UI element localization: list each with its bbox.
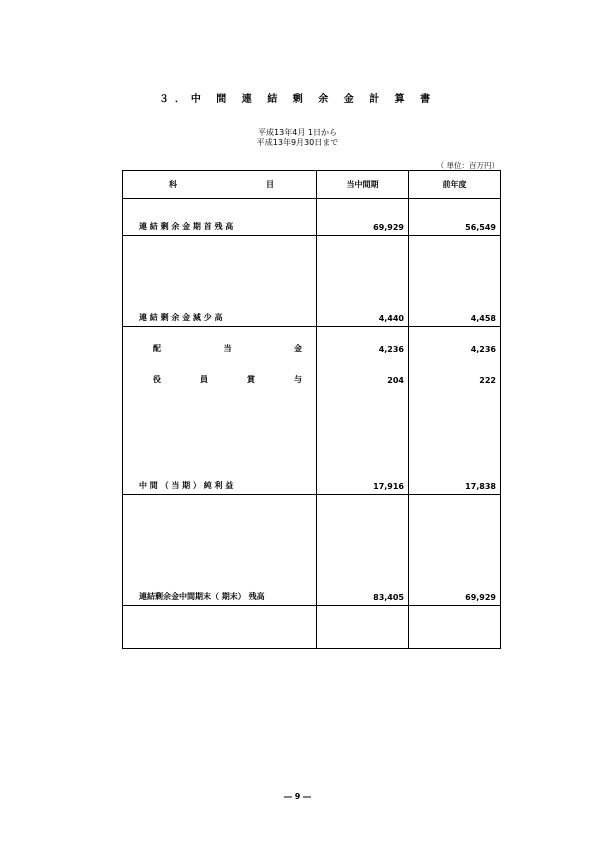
table-row-empty	[123, 606, 501, 649]
period-end: 平成13年9月30日まで	[256, 138, 339, 147]
table-row	[123, 495, 501, 606]
header-current-period: 当中間期	[317, 171, 409, 199]
row-current-value: 204	[317, 354, 409, 385]
table-header-row	[123, 171, 501, 199]
page-number: ― 9 ―	[283, 792, 312, 801]
empty-cell	[317, 606, 409, 649]
row-prior-value: 17,838	[409, 385, 501, 495]
table-row	[123, 236, 501, 327]
row-label-closing-balance: 連結剰余金中間期末（ 期末） 残高	[123, 495, 317, 606]
row-prior-value: 4,236	[409, 327, 501, 355]
row-prior-value: 4,458	[409, 236, 501, 327]
empty-cell	[409, 606, 501, 649]
header-subject-left: 科	[169, 180, 177, 189]
surplus-statement-table	[122, 170, 501, 649]
row-current-value: 83,405	[317, 495, 409, 606]
table-row	[123, 327, 501, 355]
row-label-officer-bonuses: 役 員 賞 与	[123, 354, 317, 385]
row-label-surplus-decrease: 連 結 剰 余 金 減 少 高	[123, 236, 317, 327]
row-current-value: 69,929	[317, 199, 409, 236]
unit-label: （ 単位：百万円）	[436, 161, 499, 170]
header-prior-year: 前年度	[409, 171, 501, 199]
row-label-net-income: 中 間 （ 当 期 ） 純 利 益	[123, 385, 317, 495]
table-row	[123, 385, 501, 495]
table-row	[123, 354, 501, 385]
document-title: ３．中 間 連 結 剰 余 金 計 算 書	[158, 94, 437, 105]
row-current-value: 4,440	[317, 236, 409, 327]
empty-cell	[123, 606, 317, 649]
period-start: 平成13年4月 1日から	[258, 128, 337, 137]
row-label-opening-balance: 連 結 剰 余 金 期 首 残 高	[123, 199, 317, 236]
row-current-value: 4,236	[317, 327, 409, 355]
row-current-value: 17,916	[317, 385, 409, 495]
header-subject	[123, 171, 317, 199]
row-prior-value: 69,929	[409, 495, 501, 606]
table-row	[123, 199, 501, 236]
row-prior-value: 56,549	[409, 199, 501, 236]
header-subject-right: 目	[266, 180, 274, 189]
row-label-dividends: 配 当 金	[123, 327, 317, 355]
row-prior-value: 222	[409, 354, 501, 385]
